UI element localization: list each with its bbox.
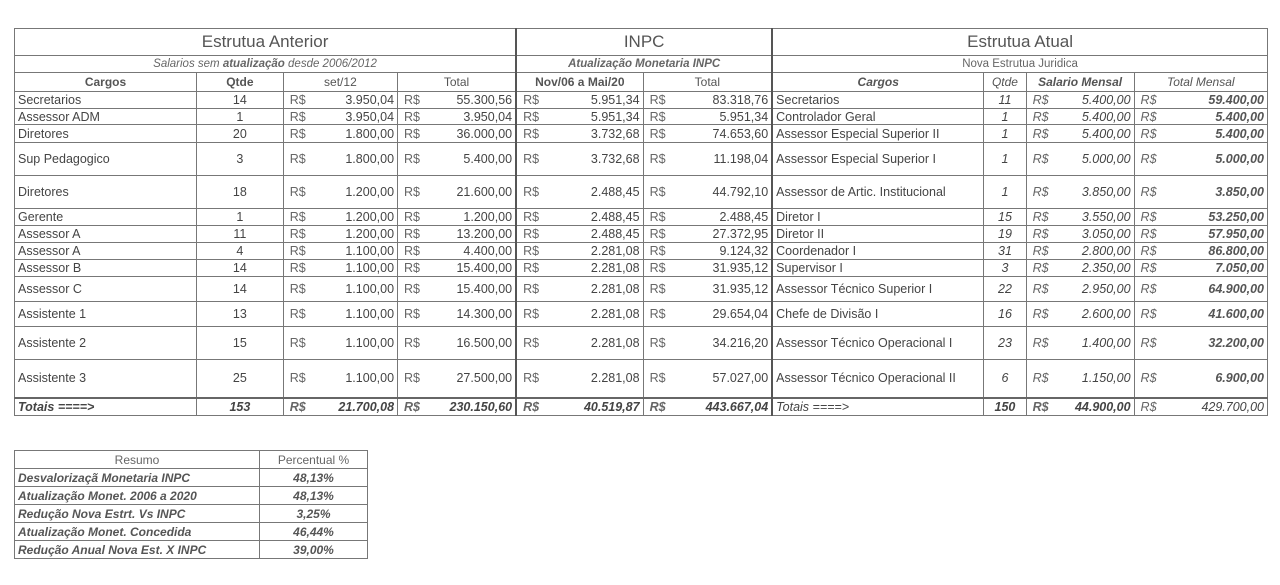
inpc-total-cell: 5.951,34	[677, 109, 772, 125]
novo-qtde-cell: 6	[984, 360, 1026, 398]
novo-total-cell: 32.200,00	[1166, 327, 1268, 360]
set12-cell: 1.100,00	[315, 277, 398, 302]
col-header-salario-mensal: Salario Mensal	[1026, 73, 1134, 92]
novo-total-cell: 64.900,00	[1166, 277, 1268, 302]
qtde-cell: 25	[197, 360, 284, 398]
set12-cell: 1.100,00	[315, 302, 398, 327]
currency-label: R$	[516, 176, 550, 209]
cargo-cell: Assistente 3	[15, 360, 197, 398]
novo-salary-cell: 2.350,00	[1058, 260, 1134, 277]
novo-salary-cell: 5.400,00	[1058, 92, 1134, 109]
total-cell: 3.950,04	[429, 109, 516, 125]
table-row	[15, 243, 1268, 260]
novo-cargo-cell: Assessor Técnico Operacional I	[772, 327, 984, 360]
cargo-cell: Assessor A	[15, 226, 197, 243]
currency-label: R$	[1134, 243, 1166, 260]
currency-label: R$	[1134, 125, 1166, 143]
currency-label: R$	[283, 176, 315, 209]
total-cell: 21.600,00	[429, 176, 516, 209]
resumo-row	[15, 505, 368, 523]
novo-qtde-cell: 1	[984, 125, 1026, 143]
col-header-total-mensal: Total Mensal	[1134, 73, 1267, 92]
currency-label: R$	[1026, 176, 1058, 209]
currency-label: R$	[643, 92, 677, 109]
novo-qtde-cell: 31	[984, 243, 1026, 260]
currency-label: R$	[516, 243, 550, 260]
currency-label: R$	[398, 176, 430, 209]
table-row	[15, 125, 1268, 143]
novo-total-cell: 59.400,00	[1166, 92, 1268, 109]
novo-qtde-cell: 3	[984, 260, 1026, 277]
total-cell: 15.400,00	[429, 277, 516, 302]
table-row	[15, 209, 1268, 226]
totals-novo-label: Totais ====>	[772, 398, 984, 416]
inpc-total-cell: 44.792,10	[677, 176, 772, 209]
col-header-qtde: Qtde	[197, 73, 284, 92]
currency-label: R$	[398, 109, 430, 125]
currency-label: R$	[398, 327, 430, 360]
totals-row: Totais ====> 153 R$ 21.700,08 R$ 230.150,60 R$ 40.519,87 R$ 443.667,04 Totais ====> 150 R$ 44.900,00 R$ 429.700,00	[15, 398, 1268, 416]
novo-total-cell: 5.400,00	[1166, 125, 1268, 143]
currency-label: R$	[1026, 143, 1058, 176]
cargo-cell: Gerente	[15, 209, 197, 226]
currency-label: R$	[1134, 260, 1166, 277]
currency-label: R$	[1026, 302, 1058, 327]
resumo-percent: 48,13%	[260, 469, 368, 487]
resumo-header: Resumo	[15, 451, 260, 469]
novo-total-cell: 7.050,00	[1166, 260, 1268, 277]
inpc-salary-cell: 5.951,34	[550, 109, 643, 125]
table-row	[15, 327, 1268, 360]
cargo-cell: Sup Pedagogico	[15, 143, 197, 176]
total-cell: 27.500,00	[429, 360, 516, 398]
table-row	[15, 260, 1268, 277]
currency-label: R$	[1134, 360, 1166, 398]
currency-label: R$	[516, 302, 550, 327]
currency-label: R$	[283, 109, 315, 125]
col-header-inpc-total: Total	[643, 73, 772, 92]
novo-salary-cell: 5.000,00	[1058, 143, 1134, 176]
currency-label: R$	[516, 226, 550, 243]
currency-label: R$	[1026, 109, 1058, 125]
inpc-salary-cell: 5.951,34	[550, 92, 643, 109]
resumo-label: Redução Nova Estrt. Vs INPC	[15, 505, 260, 523]
cargo-cell: Assistente 2	[15, 327, 197, 360]
inpc-total-cell: 83.318,76	[677, 92, 772, 109]
novo-salary-cell: 2.950,00	[1058, 277, 1134, 302]
table-row	[15, 92, 1268, 109]
inpc-salary-cell: 2.281,08	[550, 302, 643, 327]
total-cell: 14.300,00	[429, 302, 516, 327]
currency-label: R$	[643, 260, 677, 277]
currency-label: R$	[398, 226, 430, 243]
qtde-cell: 3	[197, 143, 284, 176]
currency-label: R$	[1134, 209, 1166, 226]
currency-label: R$	[398, 302, 430, 327]
inpc-total-cell: 27.372,95	[677, 226, 772, 243]
novo-salary-cell: 3.050,00	[1058, 226, 1134, 243]
resumo-label: Atualização Monet. Concedida	[15, 523, 260, 541]
table-row	[15, 302, 1268, 327]
novo-total-cell: 53.250,00	[1166, 209, 1268, 226]
currency-label: R$	[398, 143, 430, 176]
novo-salary-cell: 1.150,00	[1058, 360, 1134, 398]
currency-label: R$	[1134, 143, 1166, 176]
set12-cell: 1.200,00	[315, 176, 398, 209]
currency-label: R$	[283, 209, 315, 226]
set12-cell: 1.200,00	[315, 209, 398, 226]
qtde-cell: 15	[197, 327, 284, 360]
currency-label: R$	[516, 209, 550, 226]
inpc-salary-cell: 3.732,68	[550, 125, 643, 143]
currency-label: R$	[1134, 327, 1166, 360]
currency-label: R$	[516, 92, 550, 109]
currency-label: R$	[398, 360, 430, 398]
currency-label: R$	[1134, 226, 1166, 243]
currency-label: R$	[1134, 176, 1166, 209]
inpc-total-cell: 2.488,45	[677, 209, 772, 226]
col-header-set12: set/12	[283, 73, 397, 92]
currency-label: R$	[283, 143, 315, 176]
currency-label: R$	[516, 277, 550, 302]
novo-cargo-cell: Diretor II	[772, 226, 984, 243]
totals-novo-sal: 44.900,00	[1058, 398, 1134, 416]
currency-label: R$	[283, 327, 315, 360]
currency-label: R$	[643, 125, 677, 143]
resumo-percent: 48,13%	[260, 487, 368, 505]
currency-label: R$	[1026, 92, 1058, 109]
currency-label: R$	[398, 243, 430, 260]
qtde-cell: 14	[197, 92, 284, 109]
col-header-inpc-period: Nov/06 a Mai/20	[516, 73, 643, 92]
inpc-subtitle: Atualização Monetaria INPC	[516, 56, 772, 73]
novo-cargo-cell: Diretor I	[772, 209, 984, 226]
novo-cargo-cell: Supervisor I	[772, 260, 984, 277]
currency-label: R$	[398, 277, 430, 302]
currency-label: R$	[283, 92, 315, 109]
currency-label: R$	[516, 360, 550, 398]
currency-label: R$	[643, 302, 677, 327]
qtde-cell: 13	[197, 302, 284, 327]
totals-total: 230.150,60	[429, 398, 516, 416]
currency-label: R$	[643, 143, 677, 176]
salary-comparison-table	[14, 28, 1268, 416]
novo-total-cell: 57.950,00	[1166, 226, 1268, 243]
novo-qtde-cell: 19	[984, 226, 1026, 243]
currency-label: R$	[283, 260, 315, 277]
total-cell: 1.200,00	[429, 209, 516, 226]
novo-qtde-cell: 16	[984, 302, 1026, 327]
novo-qtde-cell: 23	[984, 327, 1026, 360]
inpc-total-cell: 34.216,20	[677, 327, 772, 360]
total-cell: 4.400,00	[429, 243, 516, 260]
currency-label: R$	[1026, 243, 1058, 260]
novo-cargo-cell: Assessor Especial Superior I	[772, 143, 984, 176]
totals-novo-total: 429.700,00	[1166, 398, 1268, 416]
inpc-total-cell: 31.935,12	[677, 260, 772, 277]
novo-cargo-cell: Assessor Técnico Operacional II	[772, 360, 984, 398]
currency-label: R$	[283, 243, 315, 260]
novo-qtde-cell: 22	[984, 277, 1026, 302]
table-row	[15, 176, 1268, 209]
currency-label: R$	[398, 260, 430, 277]
table-row	[15, 143, 1268, 176]
qtde-cell: 18	[197, 176, 284, 209]
novo-total-cell: 3.850,00	[1166, 176, 1268, 209]
cargo-cell: Diretores	[15, 176, 197, 209]
table-row	[15, 226, 1268, 243]
currency-label: R$	[1134, 277, 1166, 302]
set12-cell: 1.100,00	[315, 260, 398, 277]
inpc-salary-cell: 2.488,45	[550, 226, 643, 243]
currency-label: R$	[516, 143, 550, 176]
col-header-total: Total	[398, 73, 517, 92]
novo-salary-cell: 2.800,00	[1058, 243, 1134, 260]
resumo-table	[14, 450, 368, 559]
cargo-cell: Assessor B	[15, 260, 197, 277]
resumo-label: Desvalorizaçã Monetaria INPC	[15, 469, 260, 487]
novo-qtde-cell: 1	[984, 109, 1026, 125]
resumo-label: Redução Anual Nova Est. X INPC	[15, 541, 260, 559]
currency-label: R$	[516, 109, 550, 125]
qtde-cell: 1	[197, 109, 284, 125]
set12-cell: 3.950,04	[315, 92, 398, 109]
inpc-salary-cell: 3.732,68	[550, 143, 643, 176]
total-cell: 5.400,00	[429, 143, 516, 176]
novo-salary-cell: 5.400,00	[1058, 125, 1134, 143]
qtde-cell: 1	[197, 209, 284, 226]
resumo-row	[15, 523, 368, 541]
currency-label: R$	[516, 125, 550, 143]
inpc-title: INPC	[516, 29, 772, 56]
anterior-subtitle: Salarios sem atualização desde 2006/2012	[15, 56, 517, 73]
col-header-novo-qtde: Qtde	[984, 73, 1026, 92]
table-row	[15, 109, 1268, 125]
inpc-salary-cell: 2.281,08	[550, 243, 643, 260]
totals-inpc-total: 443.667,04	[677, 398, 772, 416]
currency-label: R$	[283, 277, 315, 302]
currency-label: R$	[643, 209, 677, 226]
novo-total-cell: 5.000,00	[1166, 143, 1268, 176]
currency-label: R$	[1026, 125, 1058, 143]
currency-label: R$	[1026, 327, 1058, 360]
currency-label: R$	[643, 109, 677, 125]
currency-label: R$	[1026, 277, 1058, 302]
cargo-cell: Secretarios	[15, 92, 197, 109]
cargo-cell: Assessor ADM	[15, 109, 197, 125]
set12-cell: 1.100,00	[315, 360, 398, 398]
currency-label: R$	[516, 327, 550, 360]
resumo-percent: 3,25%	[260, 505, 368, 523]
inpc-total-cell: 74.653,60	[677, 125, 772, 143]
inpc-total-cell: 9.124,32	[677, 243, 772, 260]
table-row	[15, 277, 1268, 302]
cargo-cell: Assessor C	[15, 277, 197, 302]
currency-label: R$	[1134, 109, 1166, 125]
currency-label: R$	[516, 260, 550, 277]
currency-label: R$	[283, 302, 315, 327]
novo-cargo-cell: Secretarios	[772, 92, 984, 109]
total-cell: 55.300,56	[429, 92, 516, 109]
inpc-total-cell: 11.198,04	[677, 143, 772, 176]
currency-label: R$	[283, 226, 315, 243]
currency-label: R$	[643, 176, 677, 209]
cargo-cell: Diretores	[15, 125, 197, 143]
totals-qtde: 153	[197, 398, 284, 416]
currency-label: R$	[283, 125, 315, 143]
total-cell: 15.400,00	[429, 260, 516, 277]
cargo-cell: Assessor A	[15, 243, 197, 260]
set12-cell: 1.200,00	[315, 226, 398, 243]
currency-label: R$	[398, 125, 430, 143]
inpc-salary-cell: 2.488,45	[550, 209, 643, 226]
inpc-salary-cell: 2.488,45	[550, 176, 643, 209]
currency-label: R$	[1026, 360, 1058, 398]
novo-cargo-cell: Assessor Técnico Superior I	[772, 277, 984, 302]
novo-salary-cell: 3.850,00	[1058, 176, 1134, 209]
novo-cargo-cell: Assessor Especial Superior II	[772, 125, 984, 143]
novo-salary-cell: 5.400,00	[1058, 109, 1134, 125]
novo-salary-cell: 2.600,00	[1058, 302, 1134, 327]
novo-qtde-cell: 1	[984, 143, 1026, 176]
inpc-salary-cell: 2.281,08	[550, 277, 643, 302]
qtde-cell: 20	[197, 125, 284, 143]
currency-label: R$	[643, 243, 677, 260]
col-header-novo-cargos: Cargos	[772, 73, 984, 92]
set12-cell: 1.100,00	[315, 243, 398, 260]
set12-cell: 3.950,04	[315, 109, 398, 125]
novo-total-cell: 6.900,00	[1166, 360, 1268, 398]
currency-label: R$	[398, 92, 430, 109]
table-row	[15, 360, 1268, 398]
resumo-percent: 46,44%	[260, 523, 368, 541]
novo-salary-cell: 3.550,00	[1058, 209, 1134, 226]
resumo-row	[15, 541, 368, 559]
currency-label: R$	[1026, 209, 1058, 226]
currency-label: R$	[1026, 226, 1058, 243]
currency-label: R$	[283, 360, 315, 398]
set12-cell: 1.800,00	[315, 125, 398, 143]
total-cell: 36.000,00	[429, 125, 516, 143]
currency-label: R$	[1134, 92, 1166, 109]
qtde-cell: 14	[197, 260, 284, 277]
currency-label: R$	[643, 360, 677, 398]
cargo-cell: Assistente 1	[15, 302, 197, 327]
currency-label: R$	[643, 277, 677, 302]
novo-salary-cell: 1.400,00	[1058, 327, 1134, 360]
novo-total-cell: 5.400,00	[1166, 109, 1268, 125]
total-cell: 13.200,00	[429, 226, 516, 243]
inpc-salary-cell: 2.281,08	[550, 360, 643, 398]
novo-total-cell: 41.600,00	[1166, 302, 1268, 327]
novo-total-cell: 86.800,00	[1166, 243, 1268, 260]
inpc-total-cell: 29.654,04	[677, 302, 772, 327]
anterior-title: Estrutua Anterior	[15, 29, 517, 56]
resumo-row	[15, 469, 368, 487]
totals-novo-qtde: 150	[984, 398, 1026, 416]
novo-cargo-cell: Controlador Geral	[772, 109, 984, 125]
total-cell: 16.500,00	[429, 327, 516, 360]
currency-label: R$	[398, 209, 430, 226]
novo-cargo-cell: Coordenador I	[772, 243, 984, 260]
inpc-salary-cell: 2.281,08	[550, 260, 643, 277]
set12-cell: 1.800,00	[315, 143, 398, 176]
inpc-salary-cell: 2.281,08	[550, 327, 643, 360]
atual-title: Estrutua Atual	[772, 29, 1267, 56]
qtde-cell: 11	[197, 226, 284, 243]
novo-cargo-cell: Chefe de Divisão I	[772, 302, 984, 327]
set12-cell: 1.100,00	[315, 327, 398, 360]
currency-label: R$	[643, 327, 677, 360]
col-header-cargos: Cargos	[15, 73, 197, 92]
qtde-cell: 14	[197, 277, 284, 302]
totals-label: Totais ====>	[15, 398, 197, 416]
totals-inpc-sal: 40.519,87	[550, 398, 643, 416]
resumo-row	[15, 487, 368, 505]
currency-label: R$	[643, 226, 677, 243]
inpc-total-cell: 31.935,12	[677, 277, 772, 302]
novo-qtde-cell: 1	[984, 176, 1026, 209]
resumo-label: Atualização Monet. 2006 a 2020	[15, 487, 260, 505]
atual-subtitle: Nova Estrutua Juridica	[772, 56, 1267, 73]
percentual-header: Percentual %	[260, 451, 368, 469]
currency-label: R$	[1134, 302, 1166, 327]
novo-qtde-cell: 11	[984, 92, 1026, 109]
inpc-total-cell: 57.027,00	[677, 360, 772, 398]
novo-qtde-cell: 15	[984, 209, 1026, 226]
totals-set12: 21.700,08	[315, 398, 398, 416]
resumo-percent: 39,00%	[260, 541, 368, 559]
qtde-cell: 4	[197, 243, 284, 260]
currency-label: R$	[1026, 260, 1058, 277]
novo-cargo-cell: Assessor de Artic. Institucional	[772, 176, 984, 209]
